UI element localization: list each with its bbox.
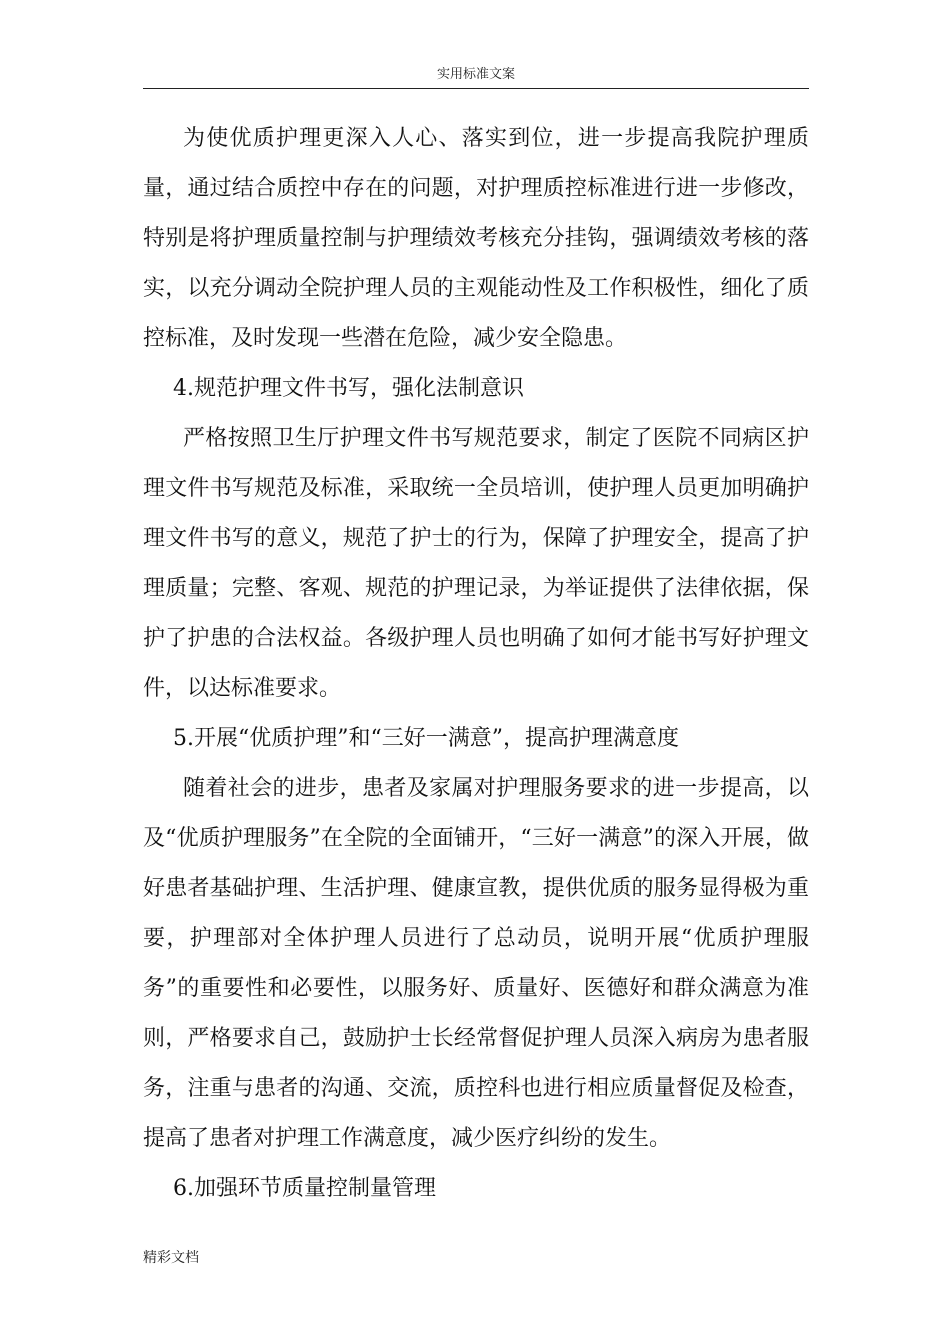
page-header-title: 实用标准文案 bbox=[436, 67, 515, 82]
paragraph-quality-control: 为使优质护理更深入人心、落实到位，进一步提高我院护理质量，通过结合质控中存在的问题，对护理质控标准进行进一步修改，特别是将护理质量控制与护理绩效考核充分挂钩，强调绩效考核的落实，以充分调动全院护理人员的主观能动性及工作积极性，细化了质控标准，及时发现一些潜在危险，减少安全隐患。 bbox=[143, 126, 809, 351]
section-heading-6: 6.加强环节质量控制量管理 bbox=[173, 1176, 436, 1201]
page-footer-label: 精彩文档 bbox=[143, 1250, 199, 1266]
paragraph-document-writing: 严格按照卫生厅护理文件书写规范要求，制定了医院不同病区护理文件书写规范及标准，采取统一全员培训，使护理人员更加明确护理文件书写的意义，规范了护士的行为，保障了护理安全，提高了护理质量；完整、客观、规范的护理记录，为举证提供了法律依据，保护了护患的合法权益。各级护理人员也明确了如何才能书写好护理文件，以达标准要求。 bbox=[143, 426, 809, 701]
paragraph-quality-nursing: 随着社会的进步，患者及家属对护理服务要求的进一步提高，以及“优质护理服务”在全院的全面铺开，“三好一满意”的深入开展，做好患者基础护理、生活护理、健康宣教，提供优质的服务显得极为重要，护理部对全体护理人员进行了总动员，说明开展“优质护理服务”的重要性和必要性，以服务好、质量好、医德好和群众满意为准则，严格要求自己，鼓励护士长经常督促护理人员深入病房为患者服务，注重与患者的沟通、交流，质控科也进行相应质量督促及检查，提高了患者对护理工作满意度，减少医疗纠纷的发生。 bbox=[143, 776, 809, 1151]
header-divider bbox=[143, 88, 809, 89]
document-body bbox=[143, 114, 809, 1214]
section-heading-4: 4.规范护理文件书写，强化法制意识 bbox=[173, 376, 524, 401]
section-heading-5: 5.开展“优质护理”和“三好一满意”，提高护理满意度 bbox=[173, 726, 679, 751]
